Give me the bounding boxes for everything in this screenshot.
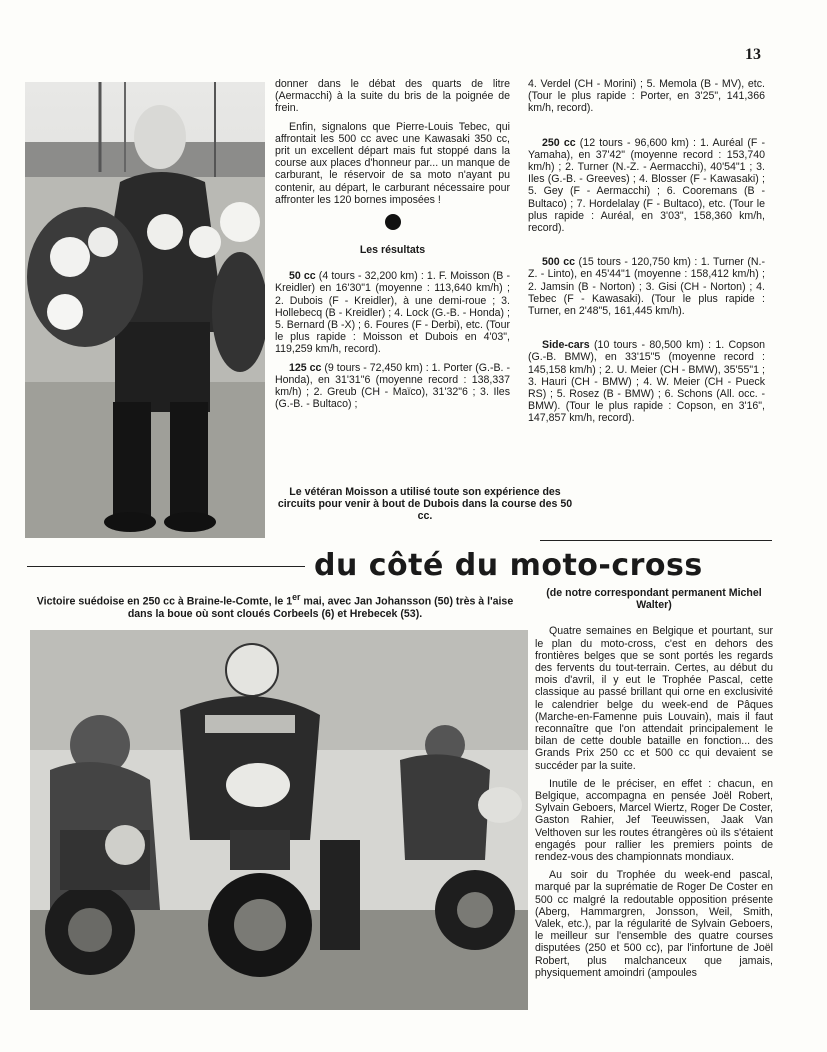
article-paragraph-1: Quatre semaines en Belgique et pourtant, sur le plan du moto-cross, c'est en dehors des frontières belges que se sont portés les regards des fervents du tout-terrain. Certes, au début du mois d'avril, il y eut le Trophée Pascal, cette classique au passé brillant qui orne en exclusivité le calendrier belge du week-end de Pâques (Marche-en-Famenne puis Louvain), mais il faut reconnaître que l'on attendait principalement le bilan de cette double bataille en fonction... des Grands Prix 250 cc et 500 cc qui devaient se succéder par la suite. <box>535 625 773 772</box>
article-paragraph-2: Inutile de le préciser, en effet : chacun, en Belgique, accompagna en pensée Joël Robert, Sylvain Geboers, Marcel Wiertz, Roger De Coster, Gaston Rahier, Jef Teeuwissen, Jaak Van Velthoven sur les routes étrangères où ils s'étaient engagés pour rallier les premiers points de rendez-vous des championnats mondiaux. <box>535 777 773 864</box>
headline-rule-top <box>540 540 772 541</box>
result-sidecars <box>528 339 765 424</box>
result-50cc-text: (4 tours - 32,200 km) : 1. F. Moisson (B - Kreidler) en 16'30"1 (moyenne : 113,640 km/h) ; 2. Dubois (F - Kreidler), à une demi-roue ; 3. Hollebecq (B - Kreidler) ; 4. Lock (G.-B. - Honda) ; 5. Bernard (B -X) ; 6. Foures (F - Derbi), etc. (Tour le plus rapide : Moisson et Dubois en 4'03", 119,259 km/h, record). <box>275 270 510 356</box>
result-125cc-continued: 4. Verdel (CH - Morini) ; 5. Memola (B - MV), etc. (Tour le plus rapide : Porter, en 3'25", 141,366 km/h, record). <box>528 78 765 115</box>
result-50cc <box>275 270 510 355</box>
result-500cc-text: (15 tours - 120,750 km) : 1. Turner (N.-Z. - Linto), en 45'44"1 (moyenne : 158,412 km/h) ; 2. Jamsin (B - Norton) ; 3. Gisi (CH - Norton) ; 4. Tebec (F - Kawasaki). (Tour le plus rapide : Turner, en 2'48"5, 161,445 km/h). <box>528 256 765 318</box>
result-50cc-label: 50 cc <box>289 270 316 283</box>
intro-column <box>275 78 510 416</box>
intro-paragraph-2: Enfin, signalons que Pierre-Louis Tebec, qui affrontait les 500 cc avec une Kawasaki 350 cc, prit un excellent départ mais fut stoppé dans la course aux places d'honneur par... un manque de carburant, le réservoir de sa moto n'ayant pu contenir, au départ, le carburant nécessaire pour affronter les 120 bornes imposées ! <box>275 120 510 206</box>
caption-top-photo: Le vétéran Moisson a utilisé toute son expérience des circuits pour venir à bout de Dubois dans la course des 50 cc. <box>277 486 573 523</box>
headline-rule-left <box>27 566 305 567</box>
result-sidecars-label: Side-cars <box>542 339 590 352</box>
article-paragraph-3: Au soir du Trophée du week-end pascal, marqué par la suprématie de Roger De Coster en 500 cc malgré la redoutable opposition présente (Aberg, Hammargren, Jonsson, Weil, Smith, Valek, etc.), par la régularité de Sylvain Geboers, le meilleur sur l'ensemble des quatre courses disputées (250 et 500 cc), par l'infortune de Joël Robert, plus malchanceux que jamais, physiquement amoindri (ampoules <box>535 869 773 979</box>
section-headline: du côté du moto-cross <box>314 548 703 583</box>
result-250cc <box>528 137 765 235</box>
result-500cc-label: 500 cc <box>542 256 575 269</box>
result-125cc-label: 125 cc <box>289 361 322 374</box>
bullet-divider <box>385 214 401 230</box>
result-250cc-label: 250 cc <box>542 136 576 149</box>
caption-bottom-photo: Victoire suédoise en 250 cc à Braine-le-Comte, le 1er mai, avec Jan Johansson (50) très à l'aise dans la boue où sont cloués Corbeels (6) et Hrebecek (53). <box>36 592 514 620</box>
result-125cc <box>275 362 510 411</box>
results-title: Les résultats <box>359 244 426 257</box>
intro-paragraph-1: donner dans le débat des quarts de litre (Aermacchi) à la suite du bris de la poignée de frein. <box>275 78 510 115</box>
result-250cc-text: (12 tours - 96,600 km) : 1. Auréal (F - Yamaha), en 37'42" (moyenne record : 153,740 km/h) ; 2. Turner (N.-Z. - Aermacchi), 40'54"1 ; 3. Iles (G.-B. - Greeves) ; 4. Blosser (F - Kawasaki) ; 5. Gey (F - Aermacchi) ; 6. Cooremans (B - Bultaco) ; 7. Hordelalay (F - Bultaco), etc. (Tour le plus rapide : Auréal, en 3'03", 158,360 km/h, record). <box>528 136 766 235</box>
results-column-right <box>528 78 765 431</box>
page-number: 13 <box>745 46 761 63</box>
result-125cc-text: (9 tours - 72,450 km) : 1. Porter (G.-B. - Honda), en 31'31"6 (moyenne record : 138,337 km/h) ; 2. Greub (CH - Maïco), 31'32"6 ; 3. Iles (G.-B. - Bultaco) ; <box>275 361 510 411</box>
rider-with-flowers-photo <box>25 82 265 538</box>
result-sidecars-text: (10 tours - 80,500 km) : 1. Copson (G.-B. BMW), en 33'15"5 (moyenne record : 145,158 km/h) ; 2. U. Meier (CH - BMW), 35'55"1 ; 3. Hauri (CH - BMW) ; 4. W. Meier (CH - Pueck RS) ; 5. Rosez (B - BMW) ; 6. Schons (All. occ. - BMW). (Tour le plus rapide : Copson, en 3'16", 147,857 km/h, record). <box>528 339 765 425</box>
motocross-riders-mud-photo <box>30 630 528 1010</box>
article-column <box>535 587 773 985</box>
result-500cc <box>528 256 765 317</box>
byline: (de notre correspondant permanent Michel Walter) <box>546 587 762 612</box>
